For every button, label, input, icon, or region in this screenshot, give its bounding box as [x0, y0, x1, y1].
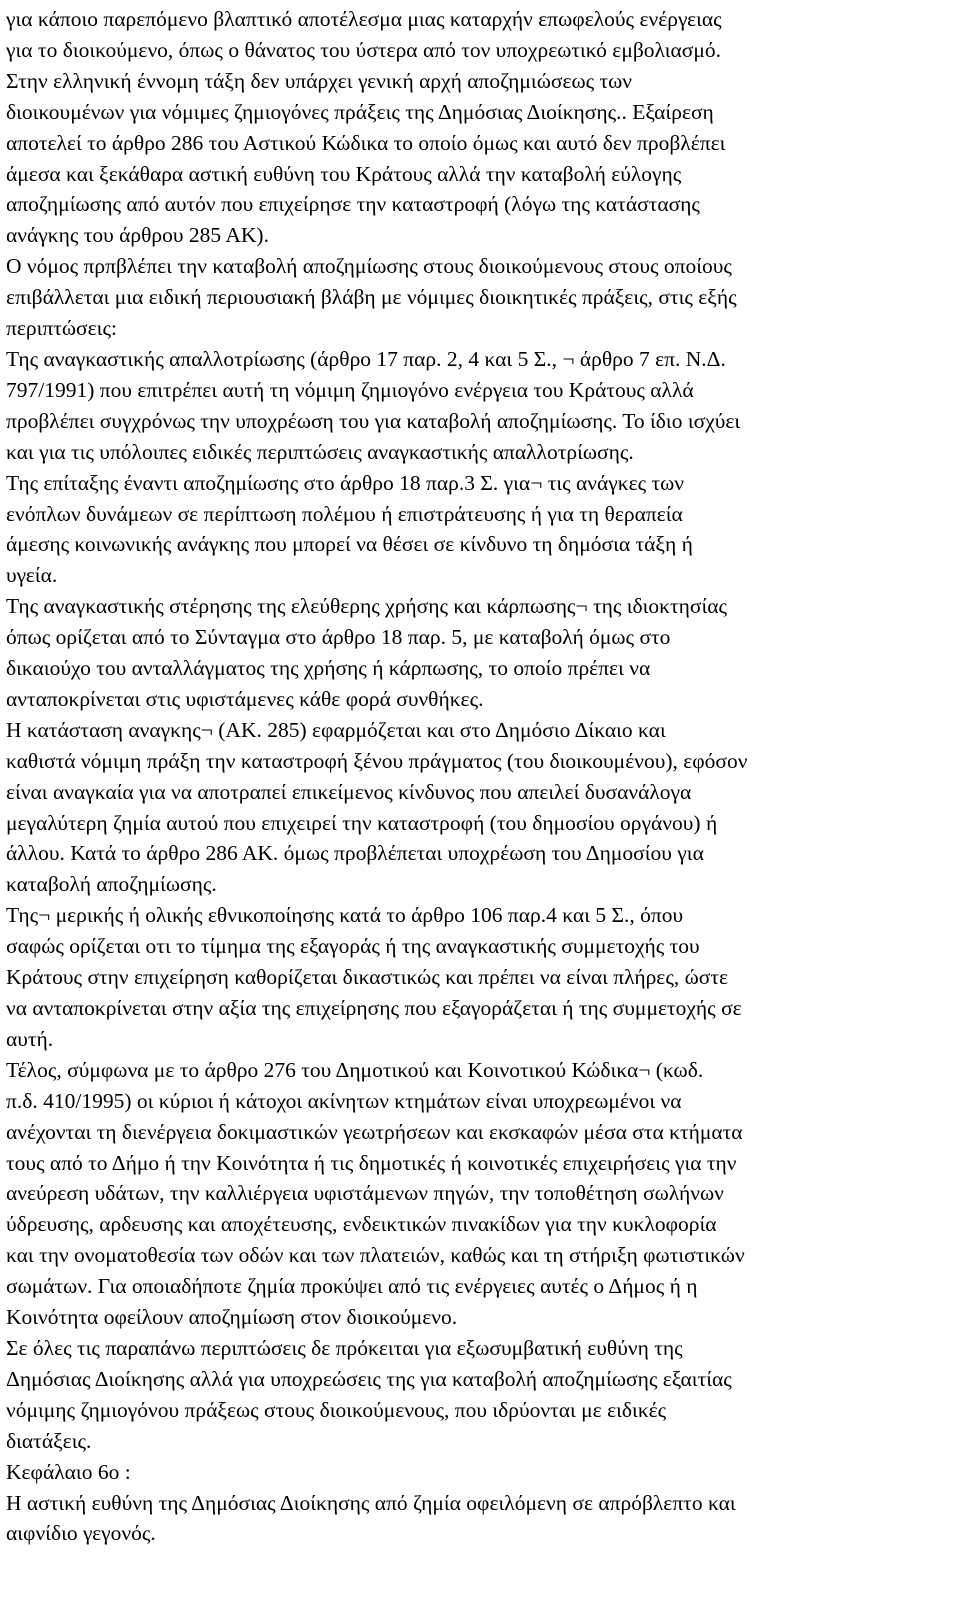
paragraph-deprivation-of-use: Της αναγκαστικής στέρησης της ελεύθερης χρήσης και κάρπωσης¬ της ιδιοκτησίας όπως ορίζεται από το Σύνταγμα στο άρθρο 18 παρ. 5, με καταβολή όμως στο δικαιούχο του ανταλλάγματος της χρήσης ή κάρπωσης, το οποίο πρέπει να ανταποκρίνεται στις υφιστάμενες κάθε φορά συνθήκες. [6, 594, 728, 711]
chapter-title: Η αστική ευθύνη της Δημόσιας Διοίκησης από ζημία οφειλόμενη σε απρόβλεπτο και αιφνίδιο γεγονός. [6, 1490, 736, 1546]
paragraph-nationalisation: Της¬ μερικής ή ολικής εθνικοποίησης κατά το άρθρο 106 παρ.4 και 5 Σ., όπου σαφώς ορίζεται οτι το τίμημα της εξαγοράς ή της αναγκαστικής συμμετοχής του Κράτους στην επιχείρηση καθορίζεται δικαστικώς και πρέπει να είναι πλήρες, ώστε να ανταποκρίνεται στην αξία της επιχείρησης που εξαγοράζεται ή της συμμετοχής σε αυτή. [6, 903, 742, 1051]
paragraph-municipal-code: Τέλος, σύμφωνα με το άρθρο 276 του Δημοτικού και Κοινοτικού Κώδικα¬ (κωδ. π.δ. 410/1995) οι κύριοι ή κάτοχοι ακίνητων κτημάτων είναι υποχρεωμένοι να ανέχονται τη διενέργεια δοκιμαστικών γεωτρήσεων και εκσκαφών μέσα στα κτήματα τους από το Δήμο ή την Κοινότητα ή τις δημοτικές ή κοινοτικές επιχειρήσεις για την ανεύρεση υδάτων, την καλλιέργεια υφιστάμενων πηγών, την τοποθέτηση σωλήνων ύδρευσης, αρδευσης και αποχέτευσης, ενδεικτικών πινακίδων για την κυκλοφορία και την ονοματοθεσία των οδών και των πλατειών, καθώς και τη στήριξη φωτιστικών σωμάτων. Για οποιαδήποτε ζημία προκύψει από τις ενέργειες αυτές ο Δήμος ή η Κοινότητα οφείλουν αποζημίωση στον διοικούμενο. [6, 1057, 745, 1330]
paragraph-state-of-necessity: Η κατάσταση αναγκης¬ (ΑΚ. 285) εφαρμόζεται και στο Δημόσιο Δίκαιο και καθιστά νόμιμη πράξη την καταστροφή ξένου πράγματος (του διοικουμένου), εφόσον είναι αναγκαία για να αποτραπεί επικείμενος κίνδυνος που απειλεί δυσανάλογα μεγαλύτερη ζημία αυτού που επιχειρεί την καταστροφή (του δημοσίου οργάνου) ή άλλου. Κατά το άρθρο 286 ΑΚ. όμως προβλέπεται υποχρέωση του Δημοσίου για καταβολή αποζημίωσης. [6, 717, 748, 897]
paragraph-conclusion: Σε όλες τις παραπάνω περιπτώσεις δε πρόκειται για εξωσυμβατική ευθύνη της Δημόσιας Διοίκησης αλλά για υποχρεώσεις της για καταβολή αποζημίωσης εξαιτίας νόμιμης ζημιογόνου πράξεως στους διοικούμενους, που ιδρύονται με ειδικές διατάξεις. [6, 1335, 732, 1453]
paragraph-intro: για κάποιο παρεπόμενο βλαπτικό αποτέλεσμα μιας καταρχήν επωφελούς ενέργειας για το διοικούμενο, όπως ο θάνατος του ύστερα από τον υποχρεωτικό εμβολιασμό. Στην ελληνική έννομη τάξη δεν υπάρχει γενική αρχή αποζημιώσεως των διοικουμένων για νόμιμες ζημιογόνες πράξεις της Δημόσιας Διοίκησης.. Εξαίρεση αποτελεί το άρθρο 286 του Αστικού Κώδικα το οποίο όμως και αυτό δεν προβλέπει άμεσα και ξεκάθαρα αστική ευθύνη του Κράτους αλλά την καταβολή εύλογης αποζημίωσης από αυτόν που επιχείρησε την καταστροφή (λόγω της κατάστασης ανάγκης του άρθρου 285 ΑΚ). [6, 7, 726, 248]
chapter-heading: Κεφάλαιο 6ο : [6, 1459, 131, 1484]
paragraph-law-provisions: Ο νόμος πρπβλέπει την καταβολή αποζημίωσης στους διοικούμενους στους οποίους επιβάλλεται μια ειδική περιουσιακή βλάβη με νόμιμες διοικητικές πράξεις, στις εξής περιπτώσεις: [6, 254, 737, 341]
paragraph-requisition: Της επίταξης έναντι αποζημίωσης στο άρθρο 18 παρ.3 Σ. για¬ τις ανάγκες των ενόπλων δυνάμεων σε περίπτωση πολέμου ή επιστράτευσης ή για τη θεραπεία άμεσης κοινωνικής ανάγκης που μπορεί να θέσει σε κίνδυνο τη δημόσια τάξη ή υγεία. [6, 470, 693, 588]
paragraph-expropriation: Της αναγκαστικής απαλλοτρίωσης (άρθρο 17 παρ. 2, 4 και 5 Σ., ¬ άρθρο 7 επ. Ν.Δ. 797/1991) που επιτρέπει αυτή τη νόμιμη ζημιογόνο ενέργεια του Κράτους αλλά προβλέπει συγχρόνως την υποχρέωση του για καταβολή αποζημίωσης. Το ίδιο ισχύει και για τις υπόλοιπες ειδικές περιπτώσεις αναγκαστικής απαλλοτρίωσης. [6, 346, 741, 464]
